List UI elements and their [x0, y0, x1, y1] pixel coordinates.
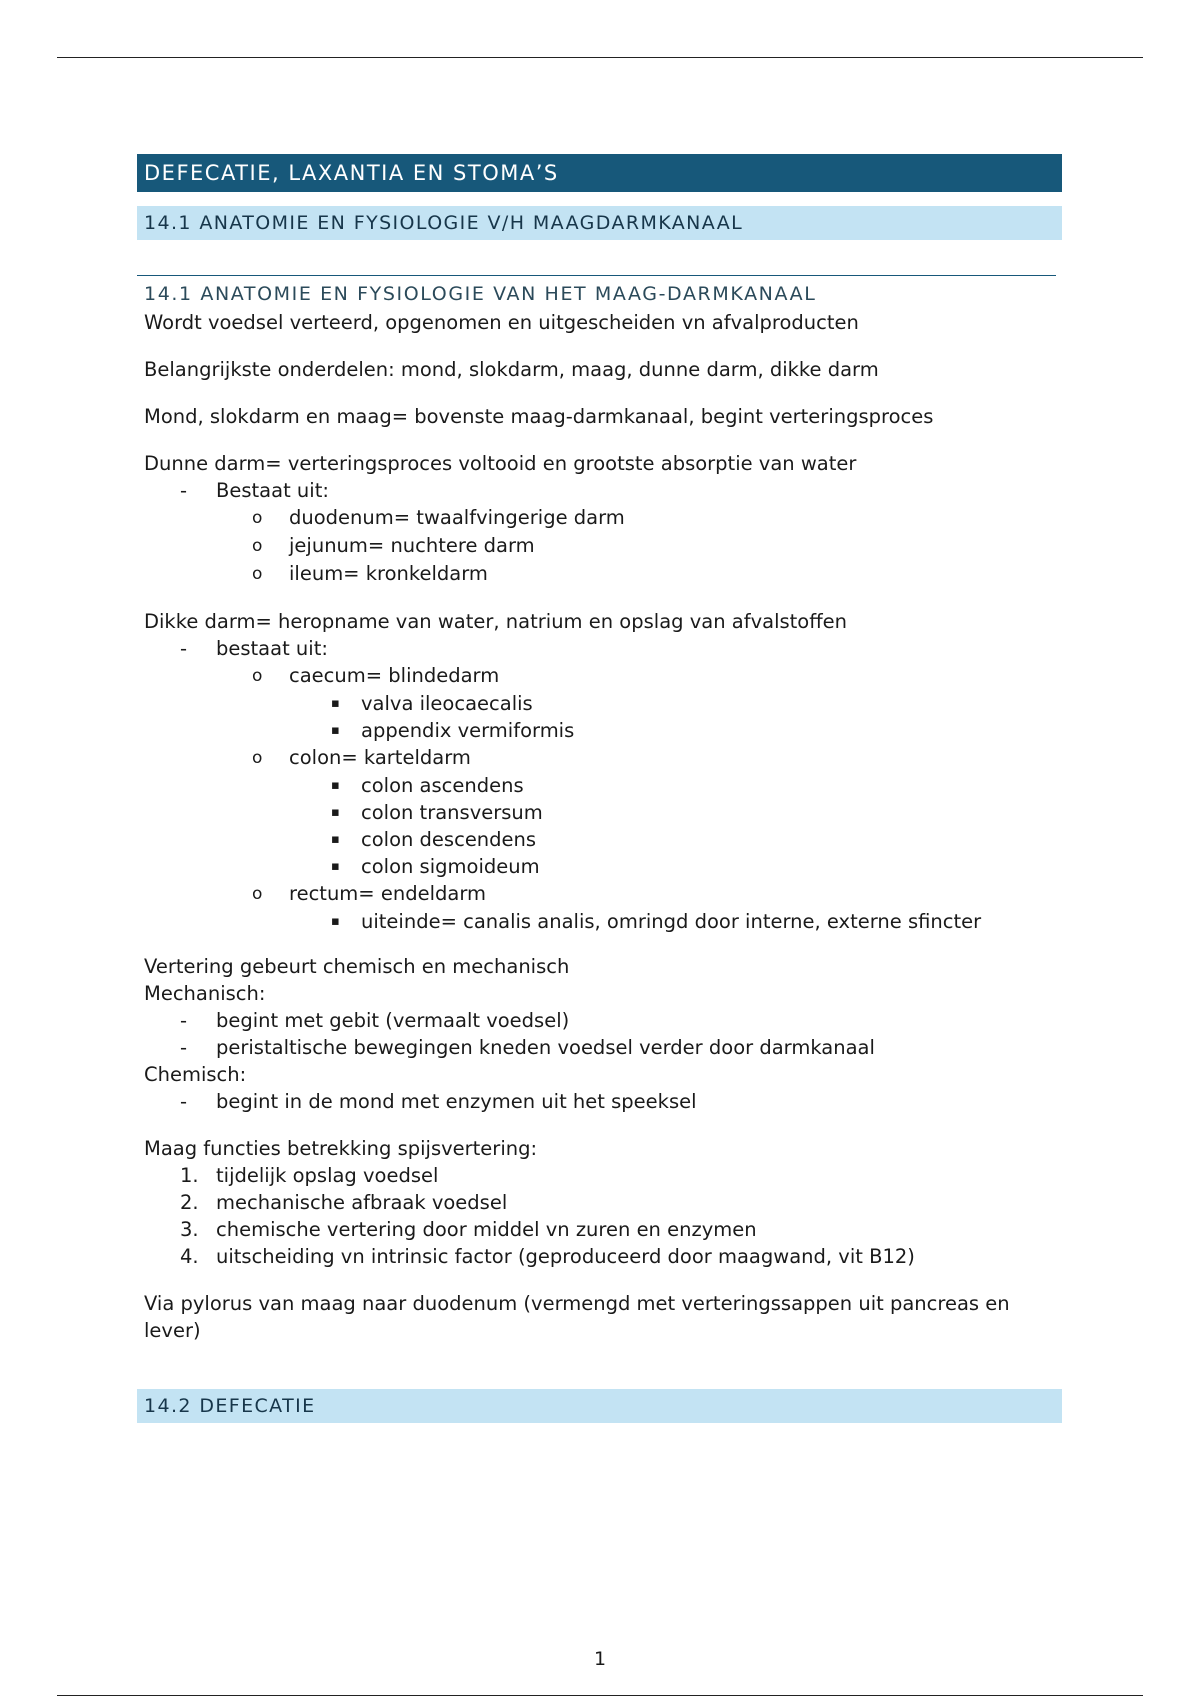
list-item: o colon= karteldarm: [144, 744, 1062, 772]
bullet-list: [144, 635, 1062, 935]
dash-marker: -: [180, 1009, 188, 1032]
section-heading-14-1: 14.1 ANATOMIE EN FYSIOLOGIE V/H MAAGDARMKANAAL: [137, 206, 1062, 240]
paragraph: Via pylorus van maag naar duodenum (vermengd met verteringssappen uit pancreas en lever): [144, 1292, 1010, 1342]
circle-marker: o: [252, 748, 263, 768]
list-item: o duodenum= twaalfvingerige darm: [144, 504, 1062, 532]
bullet-list: [144, 1007, 1062, 1061]
paragraph: Vertering gebeurt chemisch en mechanisch: [144, 955, 570, 978]
bullet-list: [144, 477, 1062, 588]
list-item: - begint met gebit (vermaalt voedsel): [144, 1007, 1062, 1034]
dash-marker: -: [180, 637, 188, 660]
list-item: - peristaltische bewegingen kneden voedsel verder door darmkanaal: [144, 1034, 1062, 1061]
list-item: - bestaat uit:: [144, 635, 1062, 662]
circle-marker: o: [252, 884, 263, 904]
list-item: ▪ colon descendens: [144, 826, 1062, 853]
square-marker: ▪: [331, 859, 340, 874]
circle-marker: o: [252, 564, 263, 584]
paragraph: Chemisch:: [144, 1063, 247, 1086]
dash-marker: -: [180, 1036, 188, 1059]
square-marker: ▪: [331, 832, 340, 847]
square-marker: ▪: [331, 723, 340, 738]
square-marker: ▪: [331, 778, 340, 793]
body-text: [137, 309, 1062, 1344]
circle-marker: o: [252, 666, 263, 686]
paragraph: Wordt voedsel verteerd, opgenomen en uitgescheiden vn afvalproducten: [144, 311, 859, 334]
paragraph: Dunne darm= verteringsproces voltooid en grootste absorptie van water: [144, 452, 857, 475]
dash-marker: -: [180, 1090, 188, 1113]
list-item: o rectum= endeldarm: [144, 880, 1062, 908]
number-marker: 1.: [180, 1164, 199, 1187]
number-marker: 4.: [180, 1245, 199, 1268]
list-item: ▪ colon sigmoideum: [144, 853, 1062, 880]
page-content: [137, 154, 1062, 1423]
list-item: o ileum= kronkeldarm: [144, 560, 1062, 588]
page-number: 1: [593, 1648, 607, 1670]
circle-marker: o: [252, 508, 263, 528]
paragraph: Mechanisch:: [144, 982, 266, 1005]
square-marker: ▪: [331, 805, 340, 820]
list-item: 2. mechanische afbraak voedsel: [144, 1189, 1062, 1216]
bullet-list: [144, 1088, 1062, 1115]
paragraph: Maag functies betrekking spijsvertering:: [144, 1137, 538, 1160]
circle-marker: o: [252, 536, 263, 556]
list-item: 1. tijdelijk opslag voedsel: [144, 1162, 1062, 1189]
paragraph: Dikke darm= heropname van water, natrium en opslag van afvalstoffen: [144, 610, 848, 633]
square-marker: ▪: [331, 914, 340, 929]
list-item: o caecum= blindedarm: [144, 662, 1062, 690]
paragraph: Mond, slokdarm en maag= bovenste maag-darmkanaal, begint verteringsproces: [144, 405, 934, 428]
list-item: ▪ valva ileocaecalis: [144, 690, 1062, 717]
subsection-heading-14-1: 14.1 ANATOMIE EN FYSIOLOGIE VAN HET MAAG-DARMKANAAL: [137, 275, 1056, 307]
footer-rule: [57, 1695, 1143, 1696]
number-marker: 2.: [180, 1191, 199, 1214]
list-item: ▪ appendix vermiformis: [144, 717, 1062, 744]
list-item: - Bestaat uit:: [144, 477, 1062, 504]
section-heading-14-2: 14.2 DEFECATIE: [137, 1389, 1062, 1423]
numbered-list: [144, 1162, 1062, 1270]
header-rule: [57, 57, 1143, 58]
list-item: ▪ colon transversum: [144, 799, 1062, 826]
paragraph: Belangrijkste onderdelen: mond, slokdarm, maag, dunne darm, dikke darm: [144, 358, 879, 381]
square-marker: ▪: [331, 696, 340, 711]
list-item: - begint in de mond met enzymen uit het speeksel: [144, 1088, 1062, 1115]
list-item: o jejunum= nuchtere darm: [144, 532, 1062, 560]
document-title: DEFECATIE, LAXANTIA EN STOMA’S: [137, 154, 1062, 192]
dash-marker: -: [180, 479, 188, 502]
list-item: ▪ colon ascendens: [144, 772, 1062, 799]
list-item: ▪ uiteinde= canalis analis, omringd door interne, externe sfincter: [144, 908, 1062, 935]
list-item: 3. chemische vertering door middel vn zuren en enzymen: [144, 1216, 1062, 1243]
number-marker: 3.: [180, 1218, 199, 1241]
list-item: 4. uitscheiding vn intrinsic factor (geproduceerd door maagwand, vit B12): [144, 1243, 1062, 1270]
